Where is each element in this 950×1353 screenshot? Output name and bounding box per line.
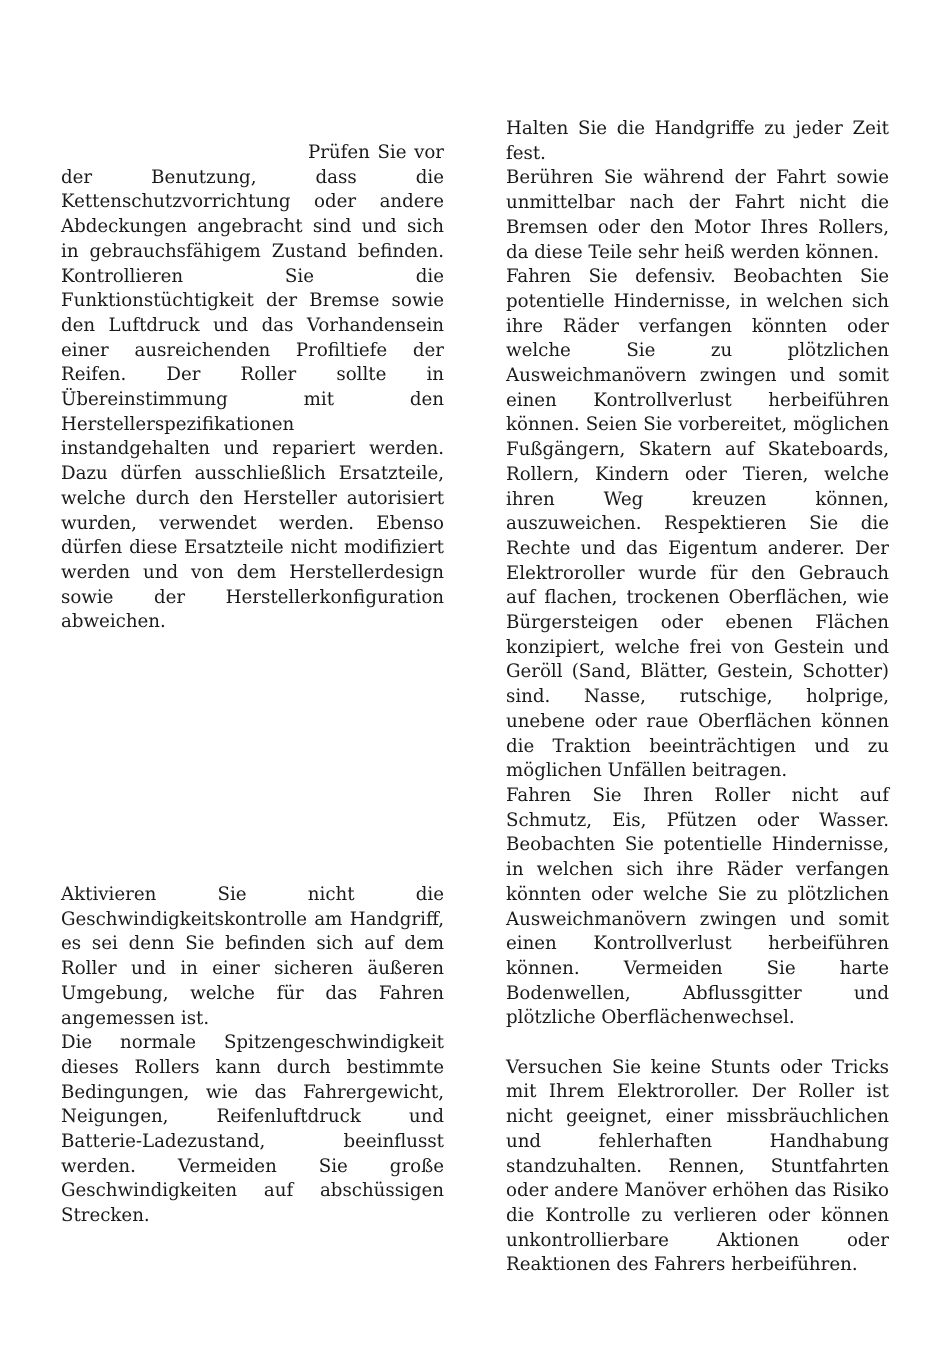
paragraph-handgrips: Halten Sie die Handgriffe zu jeder Zeit fest.: [506, 118, 889, 164]
left-column-top: [61, 141, 444, 635]
paragraph-surfaces: Fahren Sie Ihren Roller nicht auf Schmutz, Eis, Pfützen oder Wasser. Beobachten Sie potentielle Hindernisse, in welchen sich ihre Räder verfangen könnten oder welche Sie zu plötzlichen Ausweichmanövern zwingen und somit einen Kontrollverlust herbeiführen können. Vermeiden Sie harte Bodenwellen, Abflussgitter und plötzliche Oberflächenwechsel.: [506, 784, 889, 1029]
paragraph-top-speed: Die normale Spitzengeschwindigkeit dieses Rollers kann durch bestimmte Bedingungen, wie das Fahrergewicht, Neigungen, Reifenluftdruck und Batterie-Ladezustand, beeinflusst werden. Vermeiden Sie große Geschwindigkeiten auf abschüssigen Strecken.: [61, 1032, 444, 1227]
right-column: [506, 117, 889, 1278]
paragraph-spacer: [506, 1031, 889, 1056]
paragraph-speed-control: Aktivieren Sie nicht die Geschwindigkeitskontrolle am Handgriff, es sei denn Sie befinden sich auf dem Roller und in einer sicheren äußeren Umgebung, welche für das Fahren angemessen ist.: [61, 884, 444, 1029]
paragraph-pre-use-check: Prüfen Sie vor der Benutzung, dass die Kettenschutzvorrichtung oder andere Abdeckungen angebracht sind und sich in gebrauchsfähigem Zustand befinden. Kontrollieren Sie die Funktionstüchtigkeit der Bremse sowie den Luftdruck und das Vorhandensein einer ausreichenden Profiltiefe der Reifen. Der Roller sollte in Übereinstimmung mit den Herstellerspezifikationen instandgehalten und repariert werden. Dazu dürfen ausschließlich Ersatzteile, welche durch den Hersteller autorisiert wurden, verwendet werden. Ebenso dürfen diese Ersatzteile nicht modifiziert werden und von dem Herstellerdesign sowie der Herstellerkonfiguration abweichen.: [61, 142, 444, 633]
paragraph-defensive-riding: Fahren Sie defensiv. Beobachten Sie potentielle Hindernisse, in welchen sich ihre Räder verfangen könnten oder welche Sie zu plötzlichen Ausweichmanövern zwingen und somit einen Kontrollverlust herbeiführen können. Seien Sie vorbereitet, möglichen Fußgängern, Skatern auf Skateboards, Rollern, Kindern oder Tieren, welche ihren Weg kreuzen können, auszuweichen. Respektieren Sie die Rechte und das Eigentum anderer. Der Elektroroller wurde für den Gebrauch auf flachen, trockenen Oberflächen, wie Bürgersteigen oder ebenen Flächen konzipiert, welche frei von Gestein und Geröll (Sand, Blätter, Gestein, Schotter) sind. Nasse, rutschige, holprige, unebene oder raue Oberflächen können die Traktion beeinträchtigen und zu möglichen Unfällen beitragen.: [506, 266, 889, 782]
paragraph-stunts: Versuchen Sie keine Stunts oder Tricks mit Ihrem Elektroroller. Der Roller ist nicht geeignet, einer missbräuchlichen und fehlerhaften Handhabung standzuhalten. Rennen, Stuntfahrten oder andere Manöver erhöhen das Risiko die Kontrolle zu verlieren oder können unkontrollierbare Aktionen oder Reaktionen des Fahrers herbeiführen.: [506, 1056, 889, 1276]
left-column-bottom: [61, 883, 444, 1229]
paragraph-hot-parts: Berühren Sie während der Fahrt sowie unmittelbar nach der Fahrt nicht die Bremsen oder den Motor Ihres Rollers, da diese Teile sehr heiß werden können.: [506, 167, 889, 263]
